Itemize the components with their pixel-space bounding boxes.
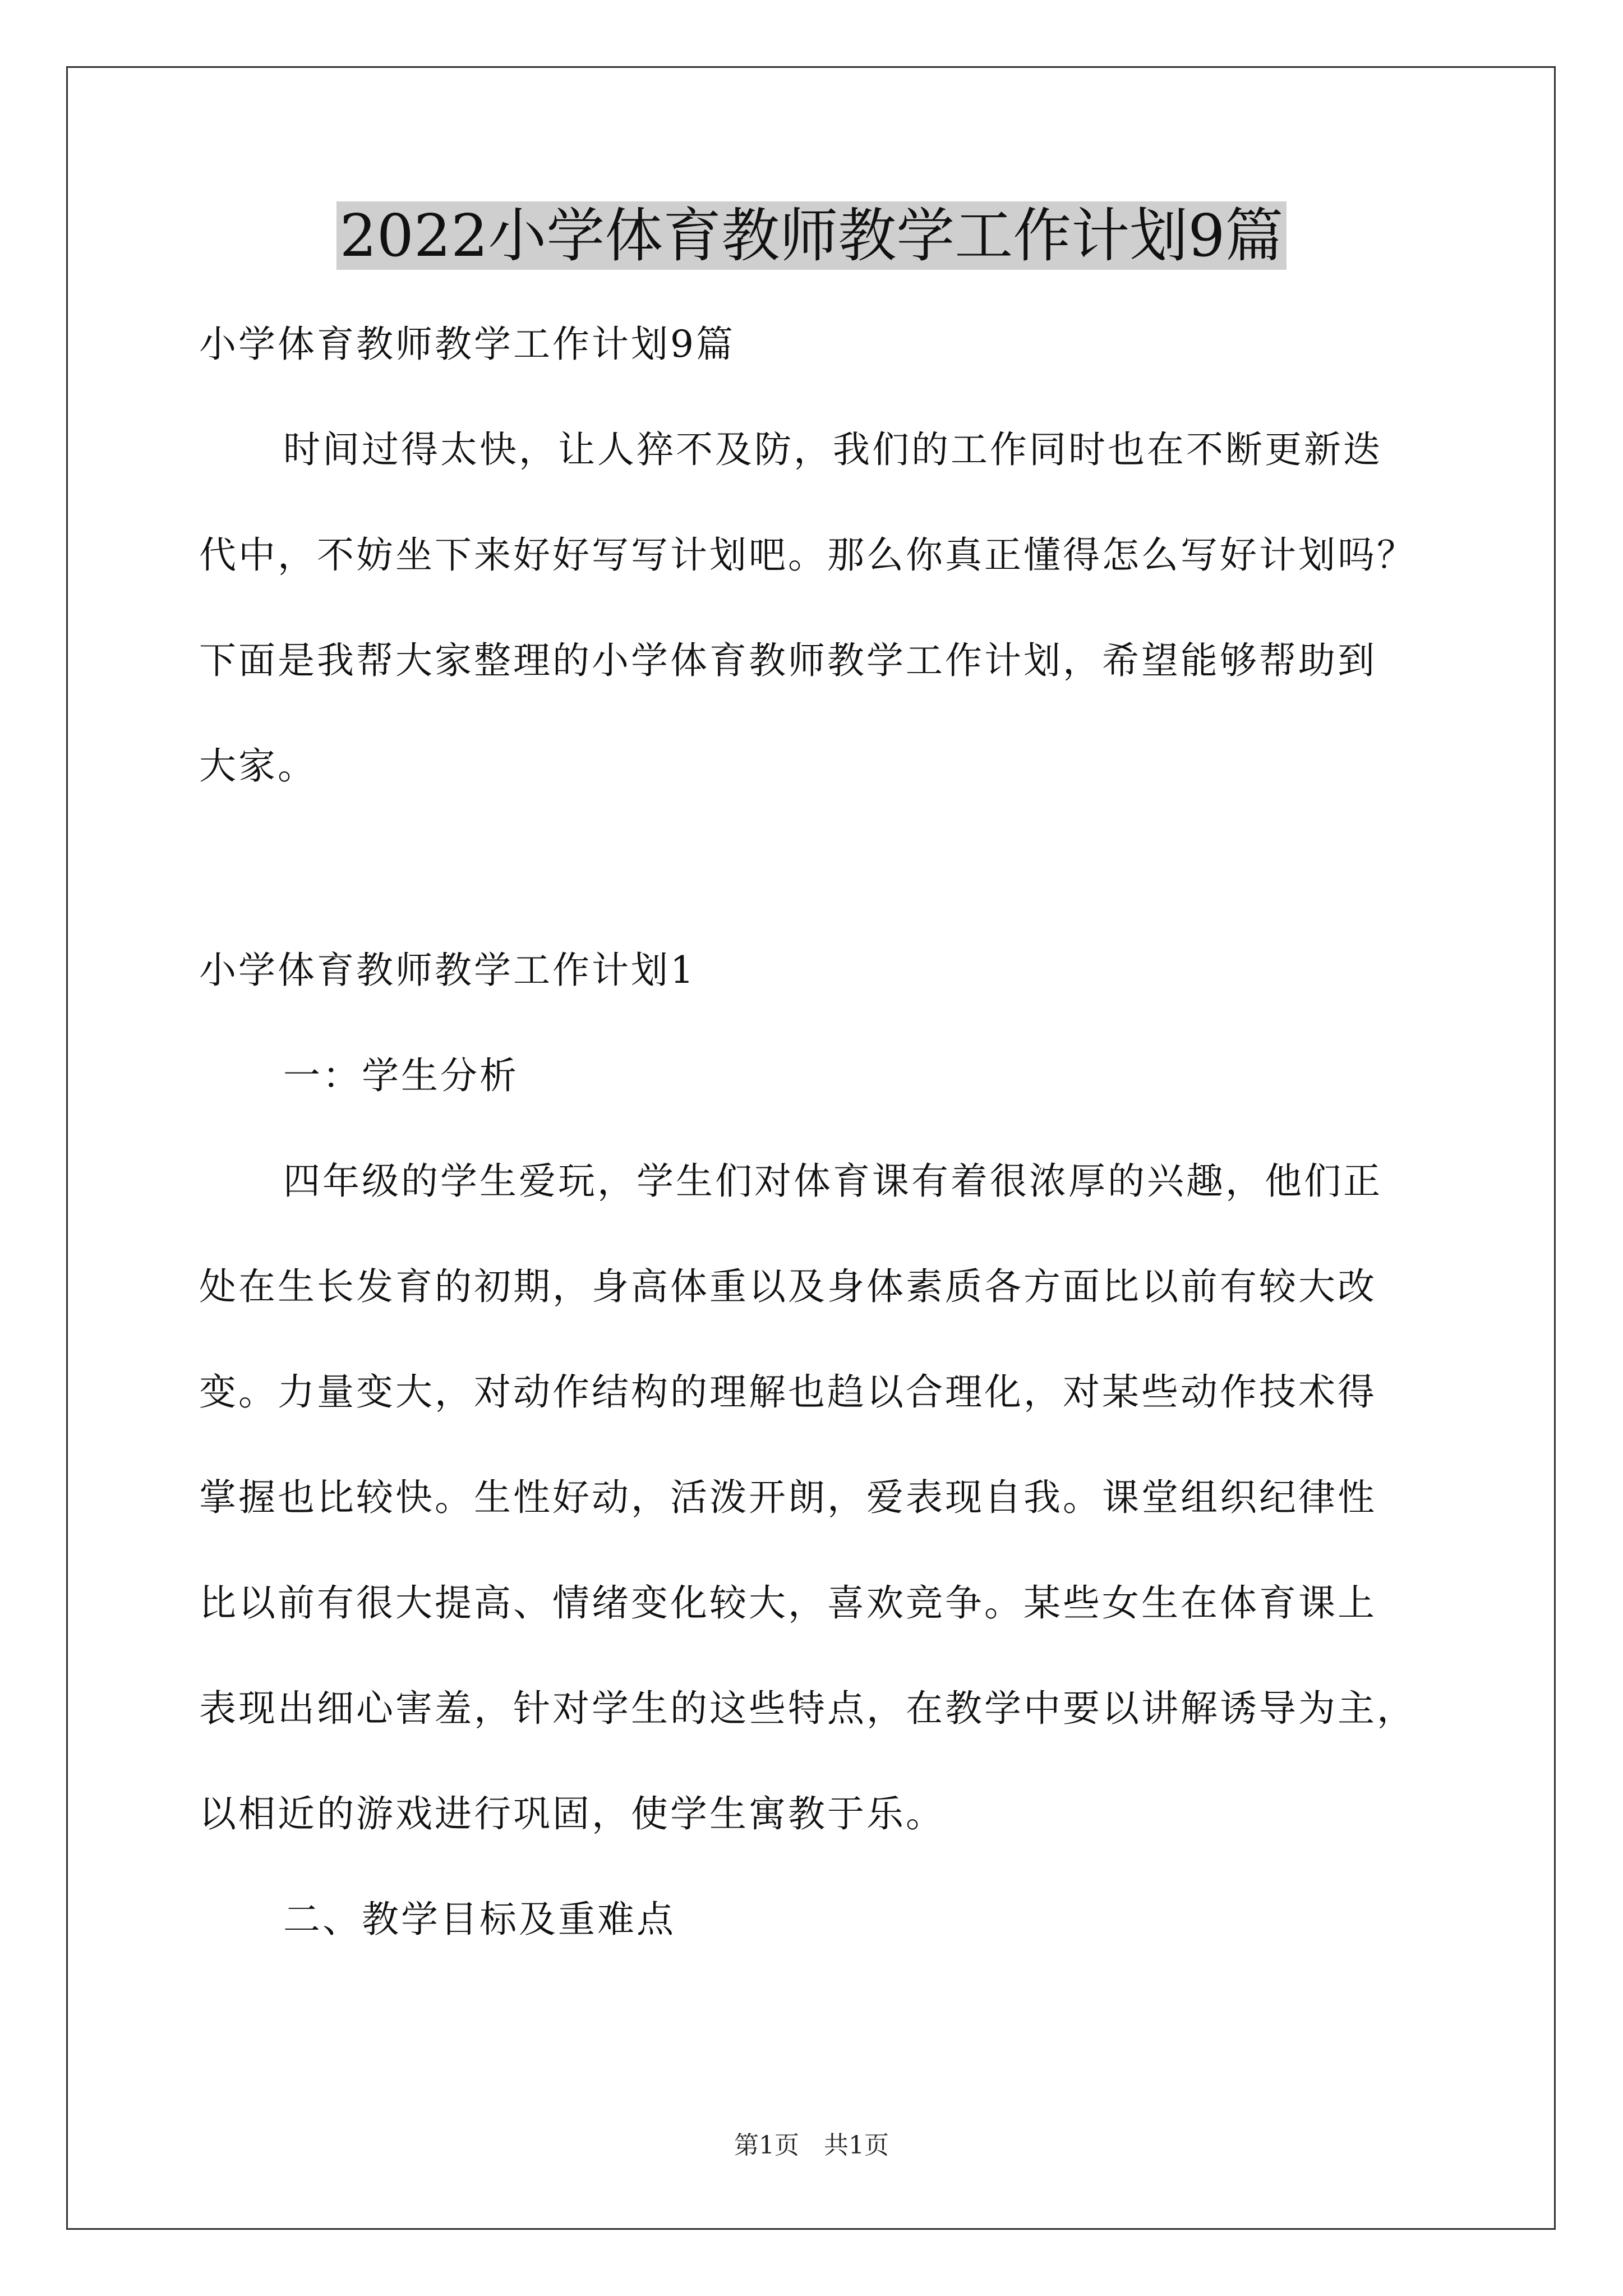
body-line: 小学体育教师教学工作计划9篇 (199, 323, 735, 366)
section-heading: 小学体育教师教学工作计划1 (199, 949, 696, 992)
page-number: 第1页 共1页 (734, 2131, 889, 2160)
document-title-text: 2022小学体育教师教学工作计划9篇 (336, 201, 1287, 270)
section-gap (199, 819, 1433, 918)
body-line: 处在生长发育的初期，身高体重以及身体素质各方面比以前有较大改 (199, 1265, 1377, 1308)
body-line: 表现出细心害羞，针对学生的这些特点，在教学中要以讲解诱导为主， (199, 1687, 1416, 1730)
body-line: 比以前有很大提高、情绪变化较大，喜欢竞争。某些女生在体育课上 (199, 1581, 1377, 1625)
subsection-heading: 二、教学目标及重难点 (283, 1898, 676, 1941)
body-line: 时间过得太快，让人猝不及防，我们的工作同时也在不断更新迭 (283, 428, 1382, 471)
document-body (199, 292, 1433, 1972)
page-footer (0, 2129, 1623, 2162)
document-title (0, 194, 1623, 278)
body-line: 变。力量变大，对动作结构的理解也趋以合理化，对某些动作技术得 (199, 1370, 1377, 1414)
body-line: 掌握也比较快。生性好动，活泼开朗，爱表现自我。课堂组织纪律性 (199, 1476, 1377, 1519)
body-line: 下面是我帮大家整理的小学体育教师教学工作计划，希望能够帮助到 (199, 639, 1377, 682)
body-line: 以相近的游戏进行巩固，使学生寓教于乐。 (199, 1792, 945, 1835)
body-line: 四年级的学生爱玩，学生们对体育课有着很浓厚的兴趣，他们正 (283, 1159, 1382, 1203)
subsection-heading: 一：学生分析 (283, 1054, 519, 1097)
body-line: 代中，不妨坐下来好好写写计划吧。那么你真正懂得怎么写好计划吗？ (199, 533, 1416, 577)
body-line: 大家。 (199, 744, 317, 788)
